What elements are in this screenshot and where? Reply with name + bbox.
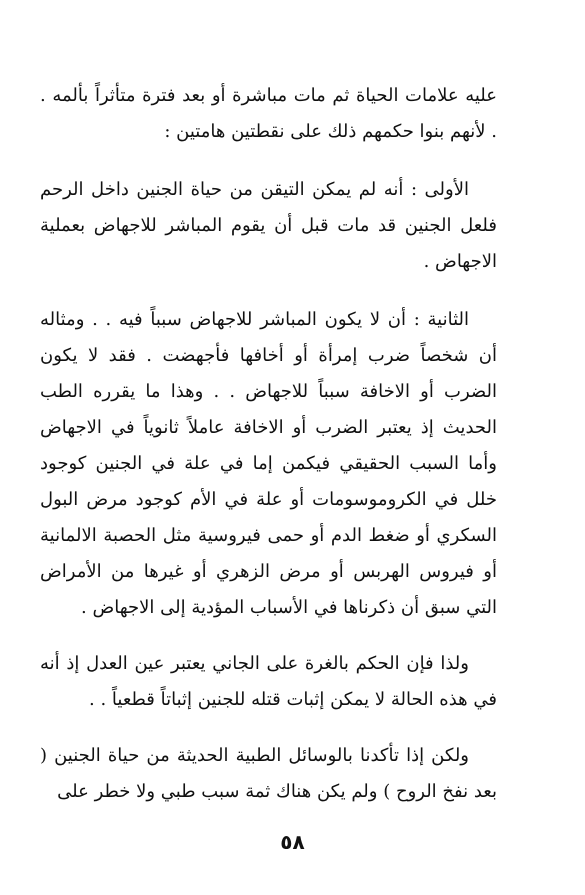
paragraph-5: ولكن إذا تأكدنا بالوسائل الطبية الحديثة من حياة الجنين ( بعد نفخ الروح ) ولم يكن هناك ثمة سبب طبي ولا خطر على: [40, 745, 497, 802]
paragraph-3: الثانية : أن لا يكون المباشر للاجهاض سبباً فيه . . ومثاله أن شخصاً ضرب إمرأة أو أخافها فأجهضت . فقد لا يكون الضرب أو الاخافة سبباً للاجهاض . . وهذا ما يقرره الطب الحديث إذ يعتبر الضرب أو الاخافة عاملاً ثانوياً في الاجهاض وأما السبب الحقيقي فيكمن إما في علة في الجنين كوجود خلل في الكروموسومات أو علة في الأم كوجود مرض البول السكري أو ضغط الدم أو حمى فيروسية مثل الحصبة الالمانية أو فيروس الهربس أو مرض الزهري أو غيرها من الأمراض التي سبق أن ذكرناها في الأسباب المؤدية إلى الاجهاض .: [40, 309, 497, 618]
page-number: ٥٨: [280, 830, 305, 854]
paragraph-2: الأولى : أنه لم يمكن التيقن من حياة الجنين داخل الرحم فلعل الجنين قد مات قبل أن يقوم المباشر للاجهاض بعملية الاجهاض .: [40, 179, 497, 272]
paragraph-4: ولذا فإن الحكم بالغرة على الجاني يعتبر عين العدل إذ أنه في هذه الحالة لا يمكن إثبات قتله للجنين إثباتاً قطعياً . .: [40, 653, 497, 710]
paragraph-1: عليه علامات الحياة ثم مات مباشرة أو بعد فترة متأثراً بألمه . . لأنهم بنوا حكمهم ذلك على نقطتين هامتين :: [40, 85, 497, 142]
body-text: [40, 78, 497, 810]
